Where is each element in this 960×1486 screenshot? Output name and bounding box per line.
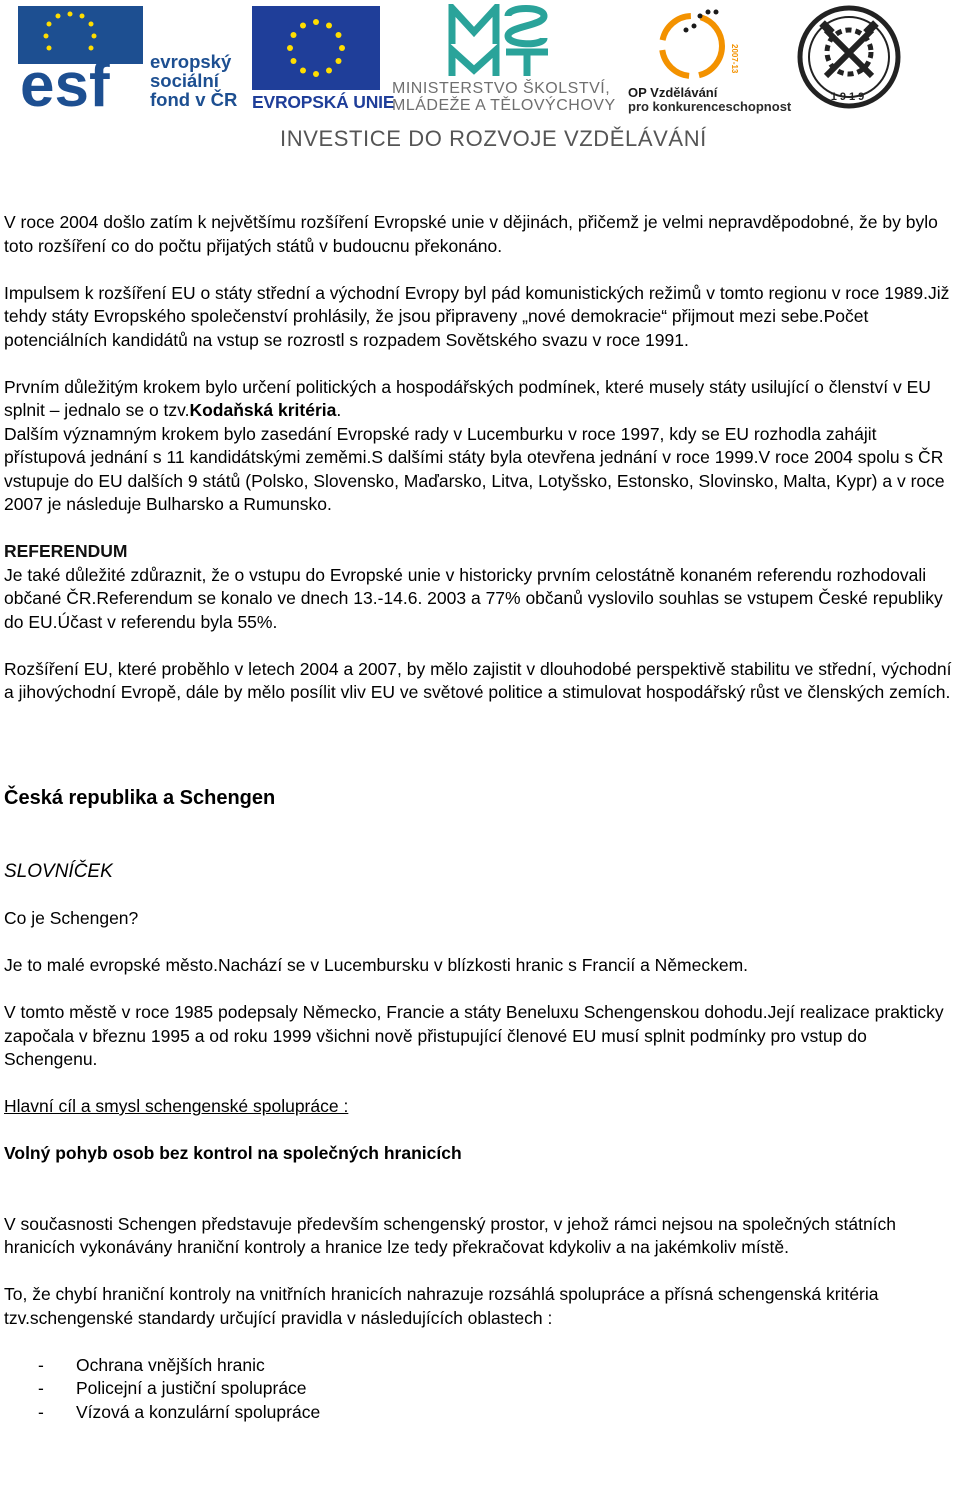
esf-flag-icon [18, 6, 143, 112]
esf-line-3: fond v ČR [150, 89, 238, 110]
list-item [4, 1401, 960, 1425]
tagline: INVESTICE DO ROZVOJE VZDĚLÁVÁNÍ [280, 126, 707, 151]
svg-text:esf: esf [20, 51, 110, 112]
eu-flag-icon [252, 6, 380, 90]
criteria-period: . [336, 400, 342, 420]
school-seal-logo [796, 4, 902, 110]
goal-heading: Hlavní cíl a smysl schengenské spolupráce : [4, 1096, 349, 1116]
paragraph-referendum: Je také důležité zdůraznit, že o vstupu do Evropské unie v historicky prvním celostátně konaném referendu rozhodovali občané ČR.Referendum se konalo ve dnech 13.-14.6. 2003 a 77% občanů vyslovilo souhlas se vstupem České republiky do EU.Účast v referendu byla 55%. [4, 564, 943, 632]
list-item-text: Policejní a justiční spolupráce [76, 1378, 307, 1398]
paragraph-agreement: V tomto městě v roce 1985 podepsaly Německo, Francie a státy Beneluxu Schengenskou dohodu.Její realizace prakticky započala v březnu 1995 a od roku 1999 všichni nově přistupující členové EU musí splnit podmínky pro vstup do Schengenu. [4, 1002, 944, 1069]
esf-line-2: sociální [150, 70, 219, 91]
list-dash: - [38, 1378, 44, 1398]
paragraph-enlargement-2004: V roce 2004 došlo zatím k největšímu rozšíření Evropské unie v dějinách, přičemž je velmi nepravděpodobné, že by bylo toto rozšíření co do počtu přijatých států v budoucnu překonáno. [4, 212, 938, 256]
copenhagen-criteria-term: Kodaňská kritéria [189, 400, 337, 420]
seal-icon [796, 4, 902, 110]
esf-name [150, 52, 237, 109]
op-line-1: OP Vzdělávání [628, 85, 718, 100]
op-line-2: pro konkurenceschopnost [628, 99, 792, 114]
esf-logo [18, 6, 240, 114]
list-dash: - [38, 1401, 44, 1422]
document-body [4, 211, 960, 1424]
list-item-text: Vízová a konzulární spolupráce [76, 1401, 321, 1422]
standards-list [4, 1354, 960, 1425]
list-item [4, 1354, 960, 1378]
question-what-is-schengen: Co je Schengen? [4, 908, 139, 928]
op-logo [624, 4, 792, 114]
logo-header [0, 0, 960, 160]
list-item-text: Ochrana vnějších hranic [76, 1354, 265, 1375]
paragraph-criteria [4, 376, 960, 423]
referendum-heading: REFERENDUM [4, 541, 128, 561]
eu-logo [252, 6, 395, 114]
msmt-logo [392, 4, 616, 112]
paragraph-stability: Rozšíření EU, které proběhlo v letech 2004 a 2007, by mělo zajistit v dlouhodobé perspektivě stabilitu ve střední, východní a jihovýchodní Evropě, dále by mělo posílit vliv EU ve světové politice a stimulovat hospodářský růst ve členských zemích. [4, 658, 952, 702]
op-years: 2007-13 [730, 44, 739, 74]
vocabulary-heading: SLOVNÍČEK [4, 861, 113, 882]
esf-line-1: evropský [150, 51, 232, 72]
criteria-text: Prvním důležitým krokem bylo určení politických a hospodářských podmínek, které musely státy usilující o členství v EU splnit – jednalo se o tzv. [4, 376, 931, 420]
paragraph-schengen-area: V současnosti Schengen představuje především schengenský prostor, v jehož rámci nejsou na společných státních hranicích vykonávány hraniční kontroly a hranice lze tedy překračovat kdykoliv a na jakémkoliv místě. [4, 1213, 897, 1257]
paragraph-town: Je to malé evropské město.Nachází se v Lucembursku v blízkosti hranic s Francií a Německem. [4, 955, 749, 975]
list-dash: - [38, 1354, 44, 1375]
msmt-line-1: MINISTERSTVO ŠKOLSTVÍ, [392, 80, 611, 97]
seal-year: 1919 [830, 91, 868, 103]
msmt-line-2: MLÁDEŽE A TĚLOVÝCHOVY [392, 97, 616, 114]
paragraph-impulse: Impulsem k rozšíření EU o státy střední a východní Evropy byl pád komunistických režimů v tomto regionu v roce 1989.Již tehdy státy Evropského společenství prohlásily, že jsou připraveny „nové demokracie“ přijmout mezi sebe.Počet potenciálních kandidátů na vstup se rozrostl s rozpadem Sovětského svazu v roce 1991. [4, 282, 950, 350]
eu-label: EVROPSKÁ UNIE [252, 92, 395, 112]
paragraph-luxembourg: Dalším významným krokem bylo zasedání Evropské rady v Lucemburku v roce 1997, kdy se EU rozhodla zahájit přístupová jednání s 11 kandidátskými zeměmi.S dalšími státy byla otevřena jednání v roce 1999.V roce 2004 spolu s ČR vstupuje do EU dalších 9 států (Polsko, Slovensko, Maďarsko, Litva, Lotyšsko, Estonsko, Slovinsko, Malta, Kypr) a v roce 2007 je následuje Bulharsko a Rumunsko. [4, 423, 945, 514]
section-title-schengen: Česká republika a Schengen [4, 786, 276, 809]
paragraph-standards: To, že chybí hraniční kontroly na vnitřních hranicích nahrazuje rozsáhlá spolupráce a přísná schengenská kritéria tzv.schengenské standardy určující pravidla v následujících oblastech : [4, 1284, 879, 1328]
goal-statement: Volný pohyb osob bez kontrol na společných hranicích [4, 1143, 462, 1163]
op-mark-icon [656, 4, 740, 84]
msmt-mark-icon [448, 4, 558, 78]
list-item [4, 1377, 960, 1401]
